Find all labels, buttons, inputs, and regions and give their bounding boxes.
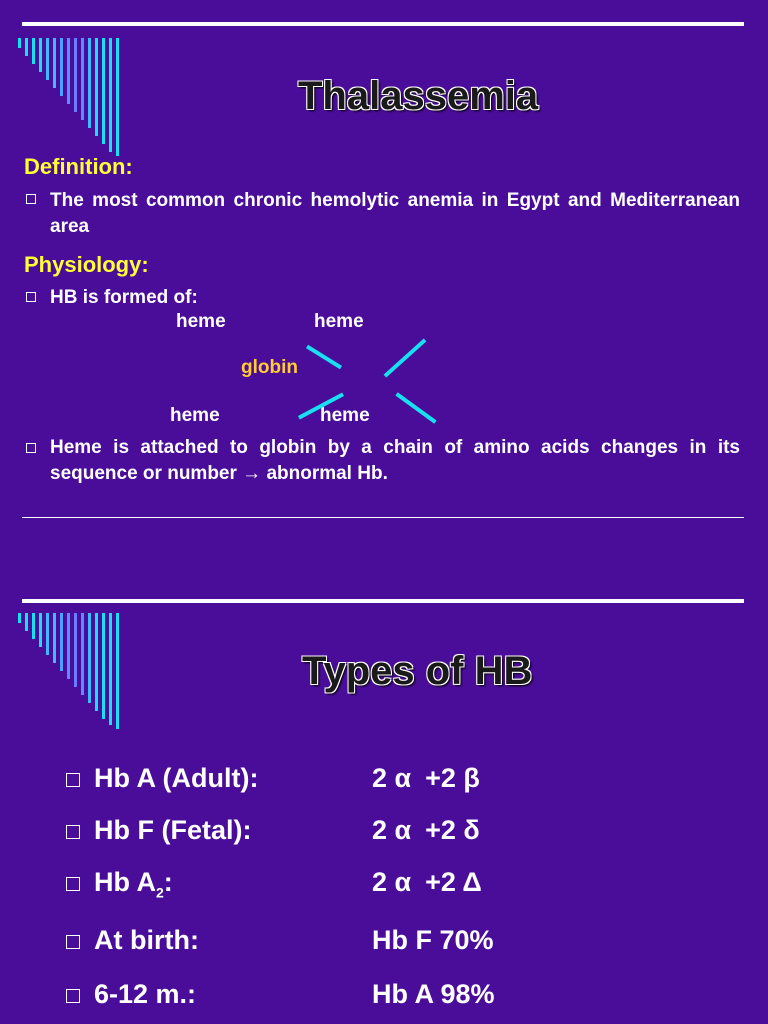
globin-label: globin [241,357,298,378]
heme-top-left: heme [176,311,226,332]
hb-type-row [66,979,746,1019]
bullet-box [26,194,36,204]
hb-type-row [66,815,746,855]
hb-type-row [66,763,746,803]
top-divider [22,599,744,603]
bullet-box [66,935,80,949]
bullet-box [66,825,80,839]
hb-a-label: Hb A (Adult): [94,763,259,793]
bond-line [384,338,427,377]
hb-type-row [66,925,746,965]
months-value: Hb A 98% [372,979,495,1009]
hb-a-value: 2 α +2 β [372,763,480,793]
heme-top-right: heme [314,311,364,332]
bullet-box [26,443,36,453]
definition-heading: Definition: [24,154,133,179]
hb-f-value: 2 α +2 δ [372,815,480,845]
heme-bottom-right: heme [320,405,370,426]
bond-line [306,345,342,370]
hb-formed-text: HB is formed of: [50,287,198,308]
heme-description: Heme is attached to globin by a chain of amino acids changes in its sequence or number → abnormal Hb. [50,437,740,484]
definition-text: The most common chronic hemolytic anemia in Egypt and Mediterranean area [50,190,740,237]
page-title: Types of HB [302,649,533,693]
hb-type-row [66,867,746,907]
heme-bottom-left: heme [170,405,220,426]
hb-f-label: Hb F (Fetal): [94,815,252,845]
months-label: 6-12 m.: [94,979,197,1009]
bond-line [395,392,436,423]
bullet-box [66,773,80,787]
bullet-box [66,989,80,1003]
slide-types-of-hb [0,512,768,1024]
at-birth-value: Hb F 70% [372,925,494,955]
at-birth-label: At birth: [94,925,199,955]
physiology-heading: Physiology: [24,252,149,277]
top-divider [22,22,744,26]
hb-a2-label: Hb $A_2$: [94,867,173,901]
bullet-box [66,877,80,891]
bullet-box [26,292,36,302]
page-title: Thalassemia [298,74,539,118]
hb-a2-value: 2 α +2 Δ [372,867,482,897]
